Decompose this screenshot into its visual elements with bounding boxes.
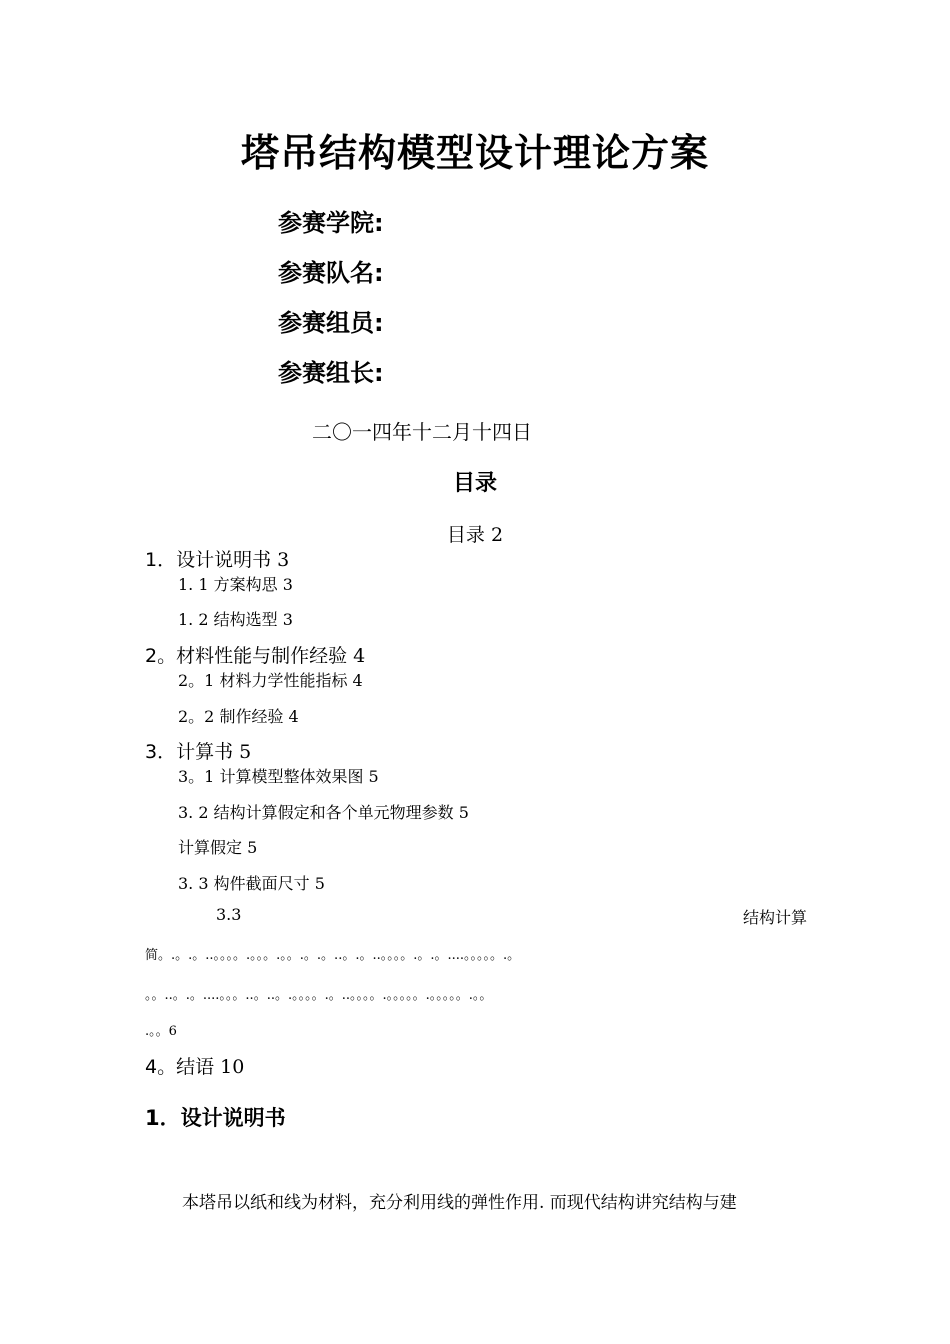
toc-leader-dots-1: 简。.。.。..。。。。.。。。.。。.。.。..。.。..。。。。.。.。....。。。。。.。 (145, 948, 521, 963)
toc-entry-self: 目录 2 (446, 524, 504, 546)
toc-word: 结 (742, 908, 759, 927)
field-team-name-label: 参赛队名: (278, 259, 384, 287)
body-paragraph: 本塔吊以纸和线为材料，充分利用线的弹性作用. 而现代结构讲究结构与建 (182, 1193, 737, 1213)
toc-heading: 目录 (452, 471, 497, 496)
toc-entry-3-3b (145, 905, 807, 928)
toc-word: 3 (231, 905, 242, 924)
toc-entry-3-page: 5 (239, 741, 252, 763)
field-members-label: 参赛组员: (278, 309, 384, 337)
toc-entry-1 (145, 545, 289, 572)
toc-entry-4-page: 10 (220, 1056, 245, 1078)
toc-entry-1-2: 1. 2 结构选型 3 (178, 610, 293, 629)
section-heading: 1．设计说明书 (145, 1106, 286, 1130)
toc-entry-2-1: 2。1 材料力学性能指标 4 (178, 671, 363, 690)
toc-entry-3-3: 3. 3 构件截面尺寸 5 (178, 874, 325, 893)
spacer (241, 905, 742, 928)
toc-word: 算 (790, 908, 807, 927)
toc-entry-1-label: 1．设计说明书 (145, 549, 272, 571)
toc-entry-2-page: 4 (353, 645, 366, 667)
toc-entry-2-2: 2。2 制作经验 4 (178, 707, 299, 726)
toc-entry-3-2: 3. 2 结构计算假定和各个单元物理参数 5 (178, 803, 469, 822)
toc-entry-3-2a: 计算假定 5 (178, 838, 258, 857)
toc-entry-4 (145, 1052, 244, 1079)
field-leader-label: 参赛组长: (278, 359, 384, 387)
toc-entry-2 (145, 641, 365, 668)
toc-entry-1-page: 3 (277, 549, 290, 571)
toc-word: 构 (758, 908, 775, 927)
document-date: 二〇一四年十二月十四日 (312, 420, 532, 444)
toc-leader-dots-2: 。。..。.。....。。。..。..。.。。。。.。..。。。。.。。。。。.。。。。。.。。 (145, 988, 493, 1003)
toc-entry-2-label: 2。材料性能与制作经验 (145, 645, 348, 667)
toc-entry-1-1: 1. 1 方案构思 3 (178, 575, 293, 594)
field-college-label: 参赛学院: (278, 209, 384, 237)
toc-entry-4-label: 4。结语 (145, 1056, 215, 1078)
document-title: 塔吊结构模型设计理论方案 (240, 131, 709, 175)
toc-leader-dots-3: .。。6 (145, 1024, 177, 1039)
toc-entry-3-1: 3。1 计算模型整体效果图 5 (178, 767, 379, 786)
toc-entry-3-label: 3．计算书 (145, 741, 234, 763)
toc-word: 3. (216, 905, 232, 924)
toc-entry-3 (145, 737, 251, 764)
toc-word: 计 (774, 908, 791, 927)
